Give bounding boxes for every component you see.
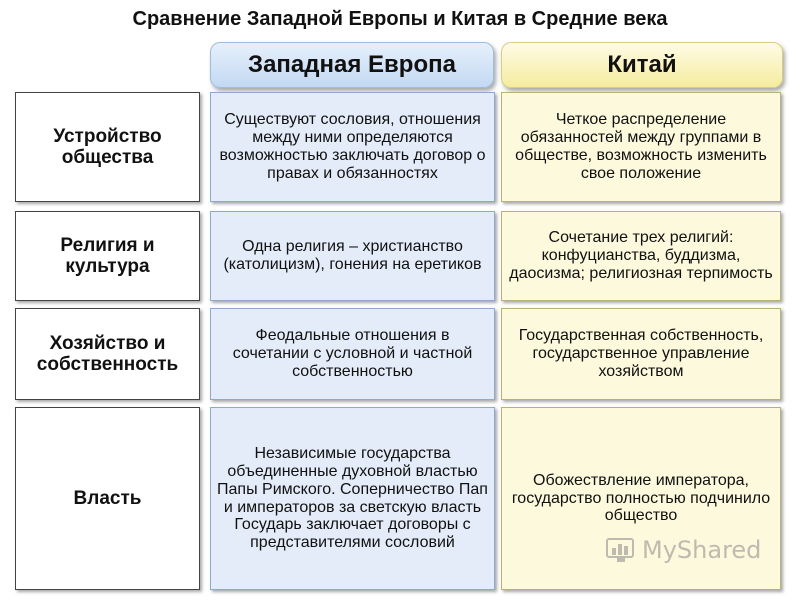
cell-china-power: Обожествление императора, государство полностью подчинило общество xyxy=(501,407,781,590)
row-label-economy: Хозяйство и собственность xyxy=(15,308,200,400)
page-title: Сравнение Западной Европы и Китая в Средние века xyxy=(132,8,668,30)
cell-europe-society: Существуют сословия, отношения между ними определяются возможностью заключать договор о правах и обязанностях xyxy=(210,92,495,202)
watermark-text: MyShared xyxy=(642,536,762,564)
cell-europe-religion: Одна религия – христианство (католицизм), гонения на еретиков xyxy=(210,211,495,301)
cell-europe-power: Независимые государства объединенные духовной властью Папы Римского. Соперничество Пап и императоров за светскую власть Государь заключает договоры с представителями сословий xyxy=(210,407,495,590)
cell-china-society: Четкое распределение обязанностей между группами в обществе, возможность изменить свое положение xyxy=(501,92,781,202)
row-label-society: Устройство общества xyxy=(15,92,200,202)
row-label-religion: Религия и культура xyxy=(15,211,200,301)
myshared-logo-icon xyxy=(606,536,636,564)
cell-europe-economy: Феодальные отношения в сочетании с условной и частной собственностью xyxy=(210,308,495,400)
cell-china-religion: Сочетание трех религий: конфуцианства, буддизма, даосизма; религиозная терпимость xyxy=(501,211,781,301)
myshared-watermark xyxy=(606,536,761,564)
column-header-china: Китай xyxy=(501,42,783,88)
column-header-europe: Западная Европа xyxy=(210,42,494,88)
cell-china-economy: Государственная собственность, государственное управление хозяйством xyxy=(501,308,781,400)
row-label-power: Власть xyxy=(15,407,200,590)
